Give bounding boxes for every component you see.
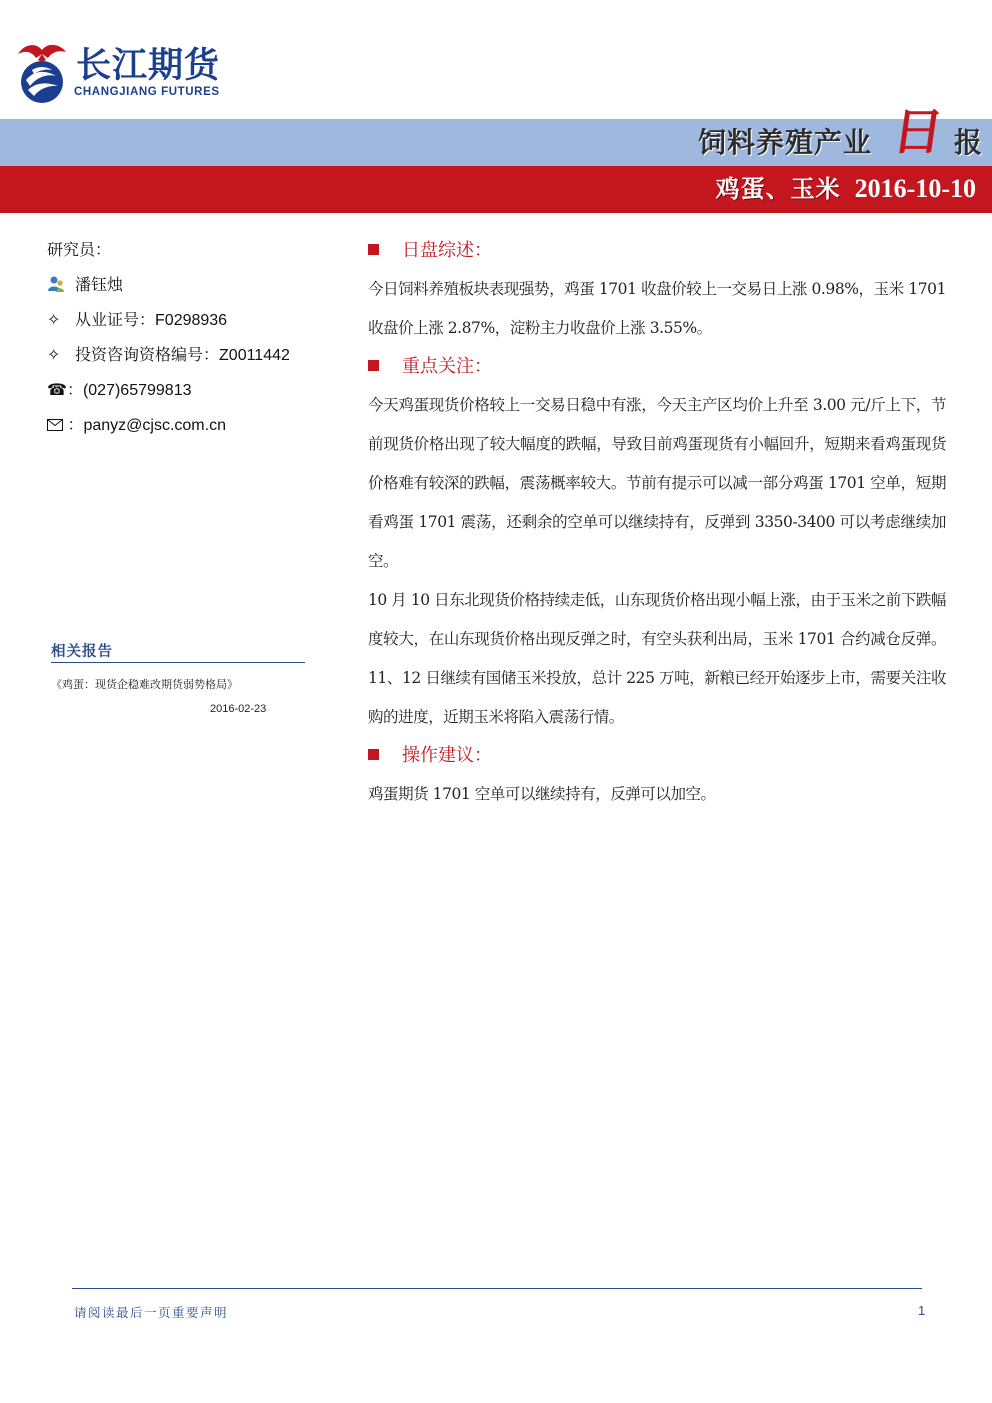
email-row bbox=[47, 411, 337, 446]
qualification-label: 投资咨询资格编号： bbox=[75, 347, 220, 365]
section-paragraph: 鸡蛋期货 1701 空单可以继续持有，反弹可以加空。 bbox=[368, 785, 716, 803]
logo-name-en: CHANGJIANG FUTURES bbox=[74, 86, 220, 98]
section-paragraph: 今日饲料养殖板块表现强势，鸡蛋 1701 收盘价较上一交易日上涨 0.98%，玉米 1701 收盘价上涨 2.87%，淀粉主力收盘价上涨 3.55%。 bbox=[368, 280, 946, 337]
page-number: 1 bbox=[918, 1303, 926, 1318]
cert-row bbox=[47, 306, 337, 341]
report-date: 2016-10-10 bbox=[854, 174, 976, 203]
envelope-icon bbox=[47, 417, 67, 434]
related-reports-title: 相关报告 bbox=[51, 640, 305, 663]
diamond-bullet-icon: ✧ bbox=[47, 312, 61, 329]
email-address[interactable]: panyz@cjsc.com.cn bbox=[83, 417, 226, 434]
email-label: ： bbox=[67, 417, 84, 434]
cert-label: 从业证号： bbox=[75, 312, 156, 330]
related-report-date: 2016-02-23 bbox=[210, 703, 267, 715]
footer-disclaimer[interactable]: 请阅读最后一页重要声明 bbox=[74, 1305, 229, 1320]
analyst-label: 研究员： bbox=[47, 242, 112, 259]
section-title-suggestion: 操作建议： bbox=[368, 737, 946, 775]
report-subtitle bbox=[716, 168, 976, 210]
qualification-number: Z0011442 bbox=[219, 347, 290, 365]
phone-label: ： bbox=[66, 382, 83, 399]
person-icon bbox=[47, 271, 75, 301]
report-type-title: 饲料养殖产业 bbox=[697, 126, 872, 159]
logo-name-cn: 长江期货 bbox=[76, 46, 221, 86]
report-body bbox=[368, 232, 946, 814]
footer-divider bbox=[72, 1288, 922, 1289]
section-title-key-focus: 重点关注： bbox=[368, 348, 946, 386]
related-report-link[interactable]: 《鸡蛋：现货企稳难改期货弱势格局》 bbox=[51, 678, 238, 691]
changjiang-logo-icon bbox=[12, 40, 72, 106]
report-type-ri: 日 bbox=[888, 103, 948, 161]
section-paragraph: 10 月 10 日东北现货价格持续走低，山东现货价格出现小幅上涨，由于玉米之前下跌幅度较大，在山东现货价格出现反弹之时，有空头获利出局，玉米 1701 合约减仓反弹。11、12 日继续有国储玉米投放，总计 225 万吨，新粮已经开始逐步上市，需要关注收购的进度，近期玉米将陷入震荡行情。 bbox=[368, 591, 946, 726]
phone-icon: ☎ bbox=[47, 382, 67, 399]
qualification-row bbox=[47, 341, 337, 376]
report-topic: 鸡蛋、玉米 bbox=[715, 175, 841, 203]
analyst-info bbox=[47, 236, 337, 446]
report-type-bao: 报 bbox=[954, 126, 983, 159]
analyst-name-row bbox=[47, 271, 337, 306]
square-bullet-icon bbox=[368, 749, 379, 760]
square-bullet-icon bbox=[368, 244, 379, 255]
analyst-label-row bbox=[47, 236, 337, 271]
phone-number: (027)65799813 bbox=[82, 382, 192, 399]
section-title-daily-summary: 日盘综述： bbox=[368, 232, 946, 270]
cert-number: F0298936 bbox=[155, 312, 228, 330]
diamond-bullet-icon: ✧ bbox=[47, 347, 61, 364]
phone-row bbox=[47, 376, 337, 411]
square-bullet-icon bbox=[368, 360, 379, 371]
section-paragraph: 今天鸡蛋现货价格较上一交易日稳中有涨，今天主产区均价上升至 3.00 元/斤上下，节前现货价格出现了较大幅度的跌幅，导致目前鸡蛋现货有小幅回升，短期来看鸡蛋现货价格难有较深的跌幅，震荡概率较大。节前有提示可以减一部分鸡蛋 1701 空单，短期看鸡蛋 1701 震荡，还剩余的空单可以继续持有，反弹到 3350-3400 可以考虑继续加空。 bbox=[368, 396, 946, 570]
analyst-name: 潘钰烛 bbox=[75, 277, 124, 295]
company-logo bbox=[12, 40, 252, 106]
